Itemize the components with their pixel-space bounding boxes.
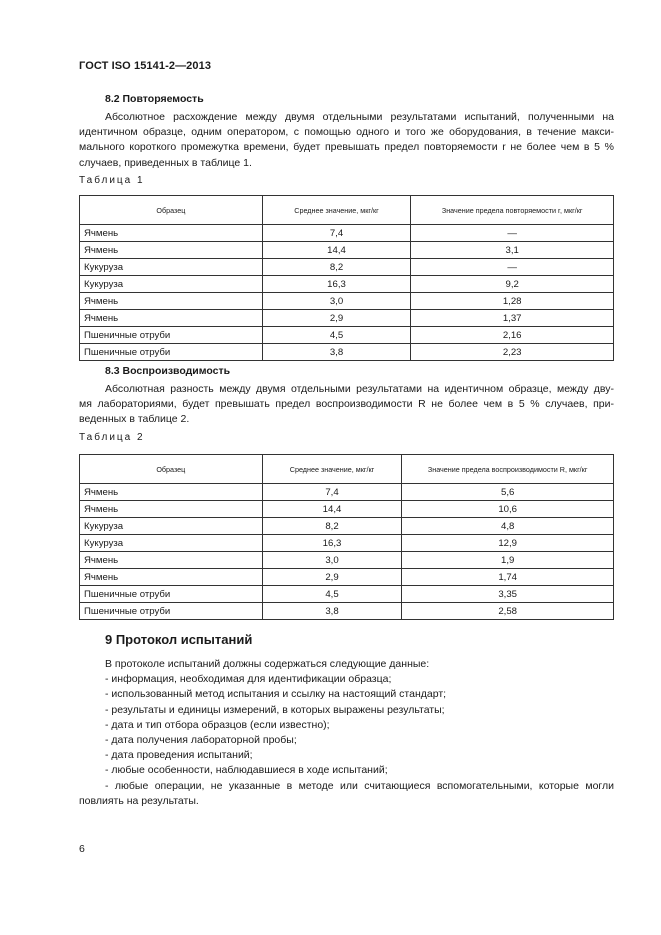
cell: 8,2 (262, 518, 402, 535)
list-item: - результаты и единицы измерений, в которых выражены результаты; (105, 703, 445, 716)
section-9-list (79, 657, 614, 809)
cell: 1,9 (402, 552, 614, 569)
column-header: Среднее значение, мкг/кг (262, 455, 402, 484)
section-9-title: 9 Протокол испытаний (105, 632, 253, 647)
cell: Пшеничные отруби (80, 327, 263, 344)
section-8-3-title: 8.3 Воспроизводимость (105, 365, 231, 377)
table-2-caption: Таблица 2 (79, 432, 145, 443)
table-row (80, 276, 614, 293)
table-row (80, 344, 614, 361)
column-header: Среднее значение, мкг/кг (262, 196, 411, 225)
list-item: - использованный метод испытания и ссылку на настоящий стандарт; (105, 688, 447, 701)
cell: 7,4 (262, 484, 402, 501)
column-header: Значение предела воспроизводимости R, мкг/кг (402, 455, 614, 484)
table-row (80, 603, 614, 620)
document-header: ГОСТ ISO 15141-2—2013 (79, 60, 212, 72)
cell: Ячмень (80, 552, 263, 569)
section-8-3-text: Абсолютная разность между двумя отдельными результатами на идентичном образце, между дву- мя лабораториями, будет превышать предел воспроизводимости R не более чем в 5 % случаев, при- веденных в таблице 2. (79, 383, 614, 426)
cell: 1,37 (411, 310, 614, 327)
cell: 1,28 (411, 293, 614, 310)
cell: 10,6 (402, 501, 614, 518)
cell: Кукуруза (80, 276, 263, 293)
cell: — (411, 259, 614, 276)
cell: 9,2 (411, 276, 614, 293)
list-item: - информация, необходимая для идентификации образца; (105, 673, 392, 686)
cell: Кукуруза (80, 535, 263, 552)
cell: 2,9 (262, 569, 402, 586)
table-row (80, 327, 614, 344)
table-row (80, 501, 614, 518)
cell: 2,23 (411, 344, 614, 361)
cell: Ячмень (80, 569, 263, 586)
table-row (80, 586, 614, 603)
table-row (80, 552, 614, 569)
cell: 2,16 (411, 327, 614, 344)
cell: 3,35 (402, 586, 614, 603)
cell: — (411, 225, 614, 242)
cell: 4,5 (262, 327, 411, 344)
table-row (80, 484, 614, 501)
section-8-2-text: Абсолютное расхождение между двумя отдельными результатами испытаний, полученными на идентичном образце, одним оператором, с помощью одного и того же оборудования, в течение макси- мального короткого промежутка времени, будет превышать предел повторяемости r не более чем в 5 % случаев, приведенных в таблице 1. (79, 111, 614, 169)
column-header: Образец (80, 455, 263, 484)
cell: 7,4 (262, 225, 411, 242)
cell: Ячмень (80, 293, 263, 310)
table-1-caption: Таблица 1 (79, 175, 145, 186)
cell: 2,58 (402, 603, 614, 620)
table-header-row (80, 196, 614, 225)
table-row (80, 225, 614, 242)
cell: 14,4 (262, 242, 411, 259)
table-row (80, 535, 614, 552)
cell: Ячмень (80, 310, 263, 327)
cell: Ячмень (80, 501, 263, 518)
table-row (80, 518, 614, 535)
section-8-2-title: 8.2 Повторяемость (105, 93, 204, 105)
cell: 4,5 (262, 586, 402, 603)
cell: Пшеничные отруби (80, 586, 263, 603)
table-row (80, 259, 614, 276)
table-header-row (80, 455, 614, 484)
table-row (80, 569, 614, 586)
cell: Ячмень (80, 484, 263, 501)
cell: 8,2 (262, 259, 411, 276)
cell: Кукуруза (80, 518, 263, 535)
cell: Пшеничные отруби (80, 603, 263, 620)
cell: 1,74 (402, 569, 614, 586)
column-header: Образец (80, 196, 263, 225)
cell: Ячмень (80, 242, 263, 259)
cell: 16,3 (262, 276, 411, 293)
table-row (80, 310, 614, 327)
cell: 3,0 (262, 293, 411, 310)
list-item-continuation: повлиять на результаты. (79, 794, 199, 807)
column-header: Значение предела повторяемости r, мкг/кг (411, 196, 614, 225)
cell: 3,0 (262, 552, 402, 569)
cell: 16,3 (262, 535, 402, 552)
list-intro: В протоколе испытаний должны содержаться следующие данные: (105, 658, 430, 670)
list-item: - дата и тип отбора образцов (если известно); (105, 718, 330, 731)
table-row (80, 242, 614, 259)
cell: 3,8 (262, 603, 402, 620)
page-number: 6 (79, 843, 85, 855)
cell: Ячмень (80, 225, 263, 242)
cell: 14,4 (262, 501, 402, 518)
list-item: - любые особенности, наблюдавшиеся в ходе испытаний; (105, 764, 388, 777)
cell: Кукуруза (80, 259, 263, 276)
cell: 2,9 (262, 310, 411, 327)
cell: 3,8 (262, 344, 411, 361)
table-row (80, 293, 614, 310)
list-item: - дата проведения испытаний; (105, 749, 253, 762)
cell: 5,6 (402, 484, 614, 501)
cell: Пшеничные отруби (80, 344, 263, 361)
table-1 (79, 195, 614, 361)
cell: 4,8 (402, 518, 614, 535)
cell: 3,1 (411, 242, 614, 259)
list-item: - дата получения лабораторной пробы; (105, 734, 297, 747)
table-2 (79, 454, 614, 620)
cell: 12,9 (402, 535, 614, 552)
list-item: - любые операции, не указанные в методе или считающиеся вспомогательными, которые могли (105, 779, 614, 792)
